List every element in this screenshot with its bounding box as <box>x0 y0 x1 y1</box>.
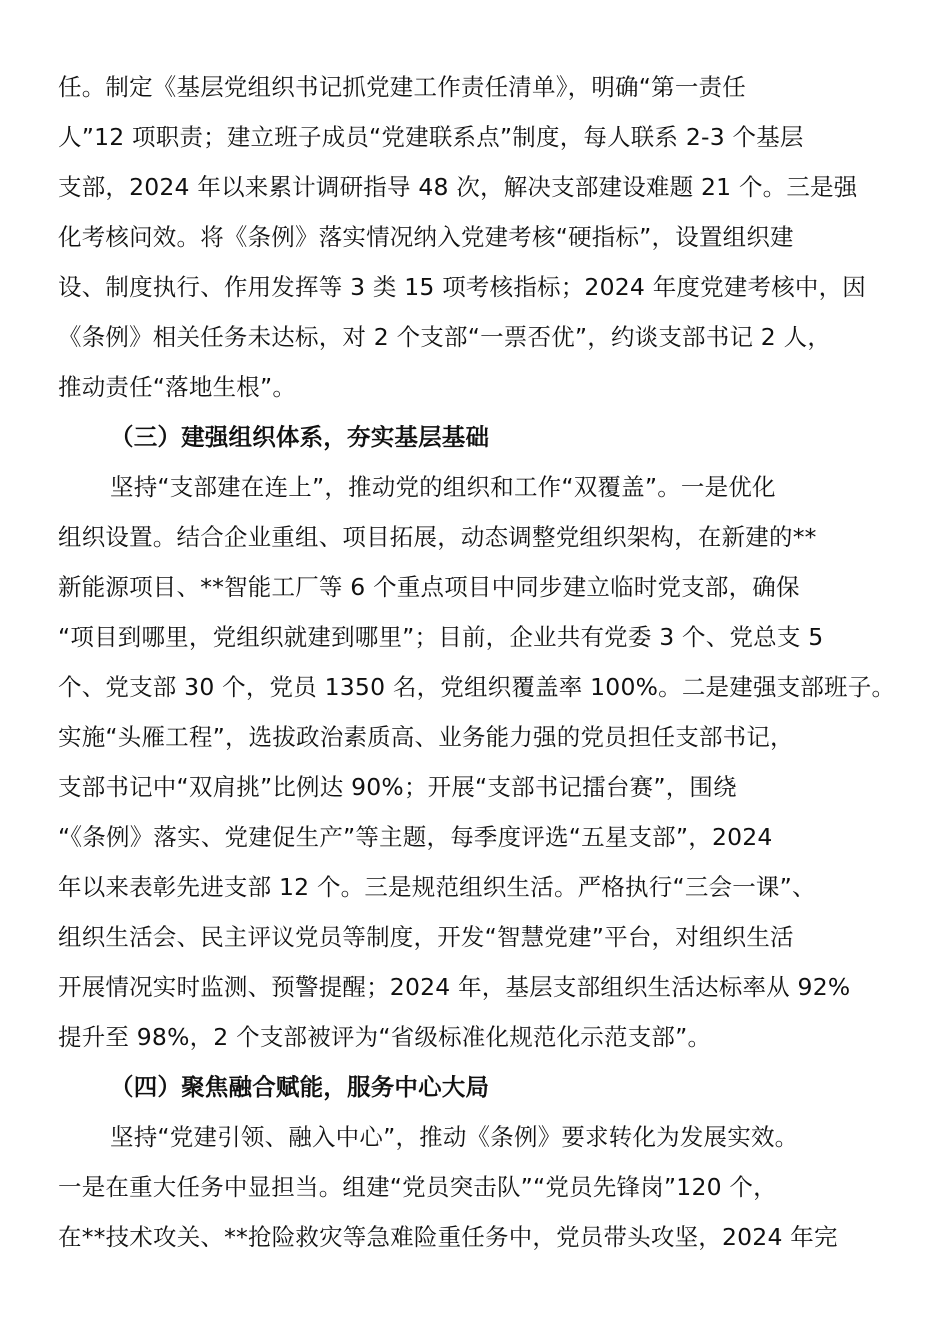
body-line: 新能源项目、**智能工厂等 6 个重点项目中同步建立临时党支部，确保 <box>58 573 800 601</box>
section-heading: （三）建强组织体系，夯实基层基础 <box>110 423 490 451</box>
body-line: 坚持“支部建在连上”，推动党的组织和工作“双覆盖”。一是优化 <box>110 473 776 501</box>
body-line: 设、制度执行、作用发挥等 3 类 15 项考核指标；2024 年度党建考核中，因 <box>58 273 867 301</box>
body-line: 实施“头雁工程”，选拔政治素质高、业务能力强的党员担任支部书记， <box>58 723 794 751</box>
body-line: 化考核问效。将《条例》落实情况纳入党建考核“硬指标”，设置组织建 <box>58 223 794 251</box>
body-line: “《条例》落实、党建促生产”等主题，每季度评选“五星支部”，2024 <box>58 823 773 851</box>
body-line: 提升至 98%，2 个支部被评为“省级标准化规范化示范支部”。 <box>58 1023 712 1051</box>
body-line: 支部，2024 年以来累计调研指导 48 次，解决支部建设难题 21 个。三是强 <box>58 173 858 201</box>
body-line: 《条例》相关任务未达标，对 2 个支部“一票否优”，约谈支部书记 2 人， <box>58 323 832 351</box>
body-line: “项目到哪里，党组织就建到哪里”；目前，企业共有党委 3 个、党总支 5 <box>58 623 824 651</box>
section-heading: （四）聚焦融合赋能，服务中心大局 <box>110 1073 490 1101</box>
body-line: 坚持“党建引领、融入中心”，推动《条例》要求转化为发展实效。 <box>110 1123 799 1151</box>
body-line: 年以来表彰先进支部 12 个。三是规范组织生活。严格执行“三会一课”、 <box>58 873 816 901</box>
body-line: 组织设置。结合企业重组、项目拓展，动态调整党组织架构，在新建的** <box>58 523 817 551</box>
body-line: 个、党支部 30 个，党员 1350 名，党组织覆盖率 100%。二是建强支部班子。 <box>58 673 896 701</box>
body-line: 一是在重大任务中显担当。组建“党员突击队”“党员先锋岗”120 个， <box>58 1173 777 1201</box>
body-line: 人”12 项职责；建立班子成员“党建联系点”制度，每人联系 2-3 个基层 <box>58 123 804 151</box>
body-line: 在**技术攻关、**抢险救灾等急难险重任务中，党员带头攻坚，2024 年完 <box>58 1223 838 1251</box>
body-line: 任。制定《基层党组织书记抓党建工作责任清单》，明确“第一责任 <box>58 73 746 101</box>
body-line: 组织生活会、民主评议党员等制度，开发“智慧党建”平台，对组织生活 <box>58 923 794 951</box>
body-line: 推动责任“落地生根”。 <box>58 373 297 401</box>
body-line: 支部书记中“双肩挑”比例达 90%；开展“支部书记擂台赛”，围绕 <box>58 773 737 801</box>
body-line: 开展情况实时监测、预警提醒；2024 年，基层支部组织生活达标率从 92% <box>58 973 851 1001</box>
